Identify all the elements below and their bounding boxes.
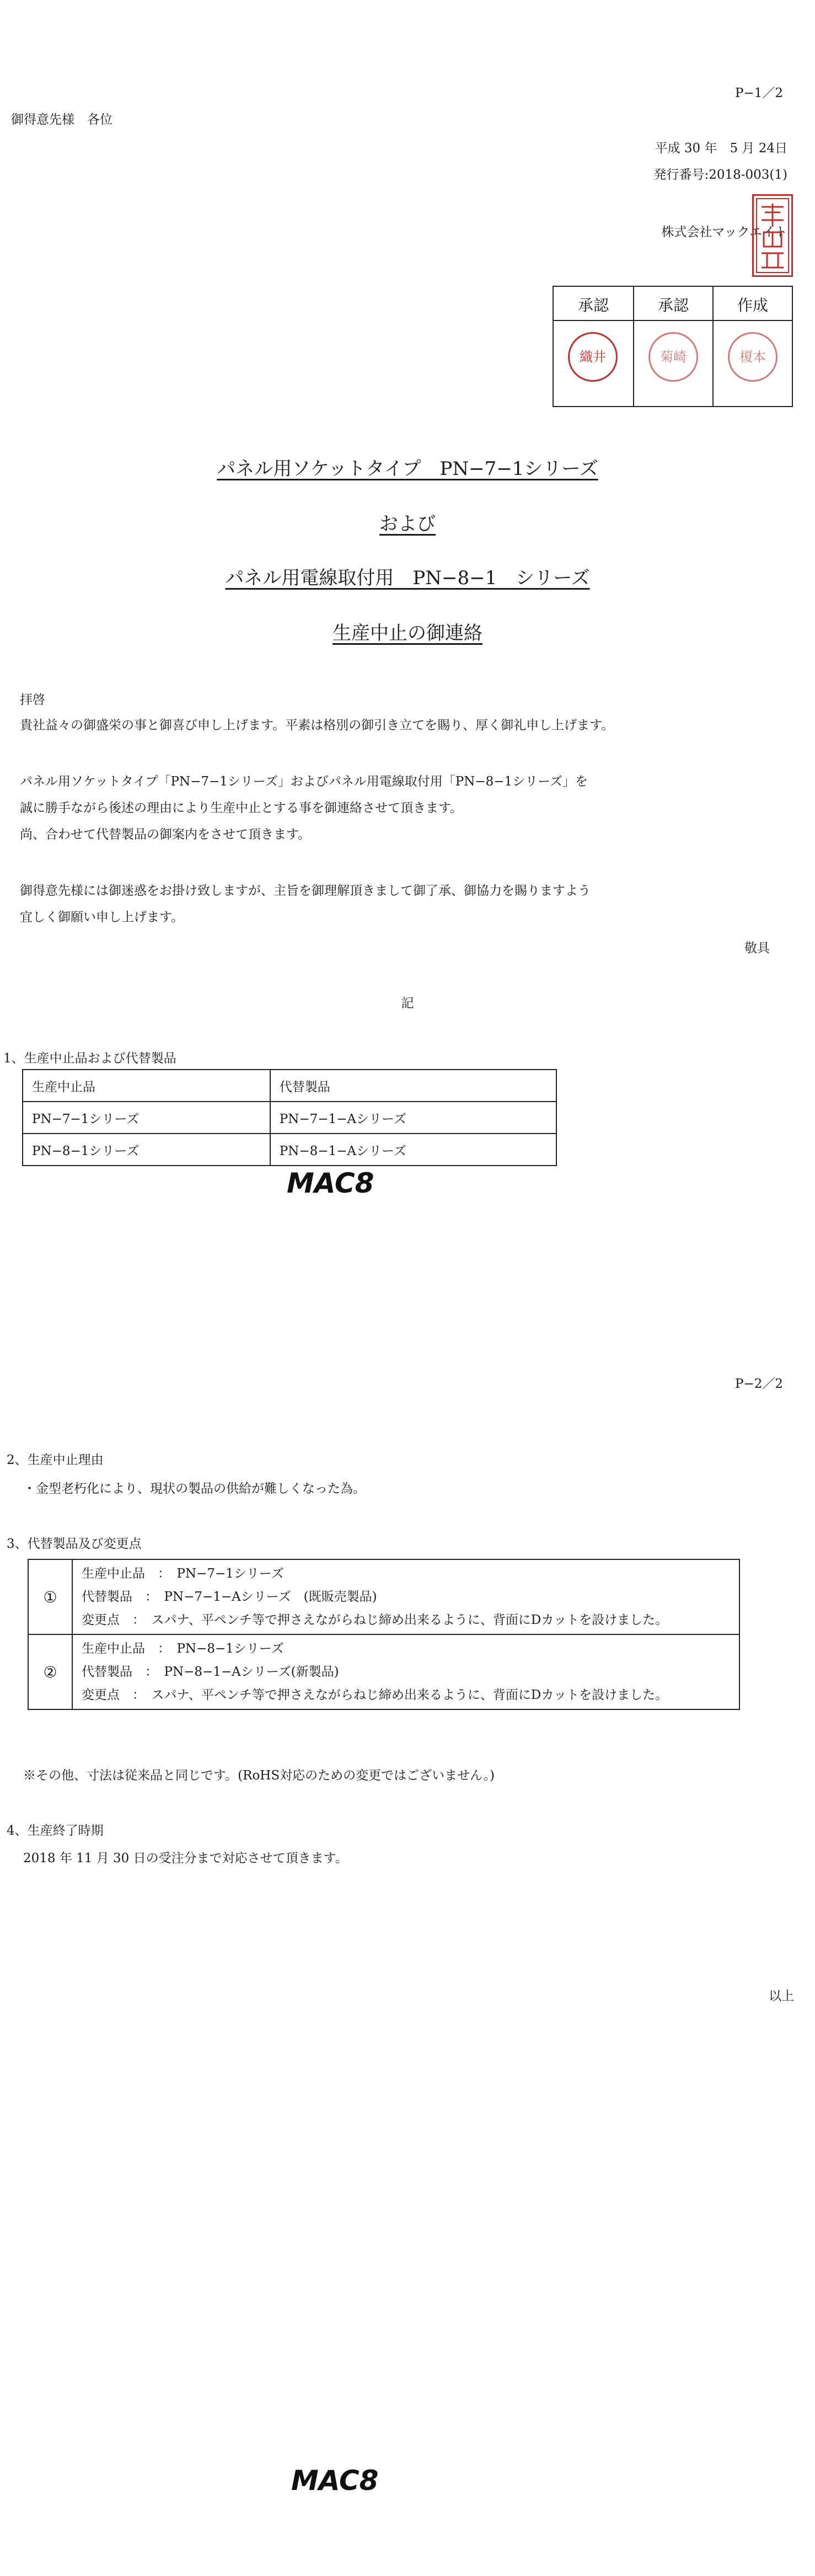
change-details xyxy=(72,1634,739,1709)
approval-seal: 織井 xyxy=(568,332,618,382)
table-header: 生産中止品 xyxy=(23,1070,270,1102)
changes-table xyxy=(28,1559,740,1710)
section-4-title: 4、生産終了時期 xyxy=(7,1824,104,1838)
greeting: 拝啓 xyxy=(20,693,45,707)
table-header-row xyxy=(23,1070,556,1102)
body-paragraph: 尚、合わせて代替製品の御案内をさせて頂きます。 xyxy=(20,827,311,842)
table-cell: PN−8−1−Aシリーズ xyxy=(270,1134,556,1166)
change-number: ① xyxy=(28,1559,72,1634)
replacement-product: 代替製品 ： PN−8−1−Aシリーズ(新製品) xyxy=(82,1665,339,1679)
end-marker: 以上 xyxy=(769,1989,794,2003)
table-header: 代替製品 xyxy=(270,1070,556,1102)
company-seal xyxy=(752,194,793,277)
change-description: 変更点 ： スパナ、平ペンチ等で押さえながらねじ締め出来るように、背面にDカットを設けました。 xyxy=(82,1613,668,1627)
company-logo: MAC8 xyxy=(287,1167,374,1199)
page-number: P−2／2 xyxy=(734,1377,783,1391)
replacement-product: 代替製品 ： PN−7−1−Aシリーズ (既販売製品) xyxy=(82,1590,377,1604)
approval-stamp-table xyxy=(553,286,793,407)
body-paragraph: 貴社益々の御盛栄の事と御喜び申し上げます。平素は格別の御引き立てを賜り、厚く御礼申し上げます。 xyxy=(20,718,614,733)
approval-seal: 菊崎 xyxy=(648,332,698,382)
title-line-3: パネル用電線取付用 PN−8−1 シリーズ xyxy=(225,567,590,589)
product-table xyxy=(22,1069,557,1166)
note: ※その他、寸法は従来品と同じです。(RoHS対応のための変更ではございません。) xyxy=(23,1768,495,1783)
creator-column xyxy=(712,287,792,406)
discontinued-product: 生産中止品 ： PN−7−1シリーズ xyxy=(82,1567,284,1581)
company-name: 株式会社マックエイト xyxy=(661,225,787,239)
section-2-text: ・金型老朽化により、現状の製品の供給が難しくなった為。 xyxy=(23,1482,366,1496)
discontinued-product: 生産中止品 ： PN−8−1シリーズ xyxy=(82,1642,284,1656)
table-row xyxy=(28,1634,739,1709)
creator-header: 作成 xyxy=(737,296,768,314)
table-row xyxy=(23,1102,556,1134)
page-title: 生産中止の御連絡 xyxy=(333,622,482,644)
closing: 敬具 xyxy=(744,941,770,955)
issue-number: 発行番号:2018-003(1) xyxy=(653,168,787,182)
company-logo: MAC8 xyxy=(291,2465,379,2497)
creator-seal: 榎本 xyxy=(728,332,778,382)
section-2-title: 2、生産中止理由 xyxy=(7,1453,104,1467)
approval-column xyxy=(554,287,633,406)
table-cell: PN−7−1−Aシリーズ xyxy=(270,1102,556,1134)
title-line-1: パネル用ソケットタイプ PN−7−1シリーズ xyxy=(217,458,598,480)
change-number: ② xyxy=(28,1634,72,1709)
ki-marker: 記 xyxy=(401,996,414,1011)
approval-column xyxy=(633,287,712,406)
body-paragraph: 誠に勝手ながら後述の理由により生産中止とする事を御連絡させて頂きます。 xyxy=(20,801,463,815)
table-row xyxy=(23,1134,556,1166)
page-number: P−1／2 xyxy=(734,86,783,100)
table-cell: PN−8−1シリーズ xyxy=(23,1134,270,1166)
body-paragraph: パネル用ソケットタイプ「PN−7−1シリーズ」およびパネル用電線取付用「PN−8−1シリーズ」を xyxy=(20,774,588,789)
approval-header: 承認 xyxy=(577,296,609,314)
document-date: 平成 30 年 5 月 24日 xyxy=(655,141,787,156)
body-paragraph: 宜しく御願い申し上げます。 xyxy=(20,910,184,924)
change-details xyxy=(72,1559,739,1634)
table-cell: PN−7−1シリーズ xyxy=(23,1102,270,1134)
section-4-text: 2018 年 11 月 30 日の受注分まで対応させて頂きます。 xyxy=(23,1851,348,1866)
section-1-title: 1、生産中止品および代替製品 xyxy=(3,1051,176,1066)
body-paragraph: 御得意先様には御迷惑をお掛け致しますが、主旨を御理解頂きまして御了承、御協力を賜りますよう xyxy=(20,884,591,898)
change-description: 変更点 ： スパナ、平ペンチ等で押さえながらねじ締め出来るように、背面にDカットを設けました。 xyxy=(82,1688,668,1702)
company-seal-graphic xyxy=(754,196,791,275)
recipient: 御得意先様 各位 xyxy=(11,113,112,127)
approval-header: 承認 xyxy=(657,296,689,314)
section-3-title: 3、代替製品及び変更点 xyxy=(7,1537,142,1551)
table-row xyxy=(28,1559,739,1634)
title-line-2: および xyxy=(379,513,436,535)
